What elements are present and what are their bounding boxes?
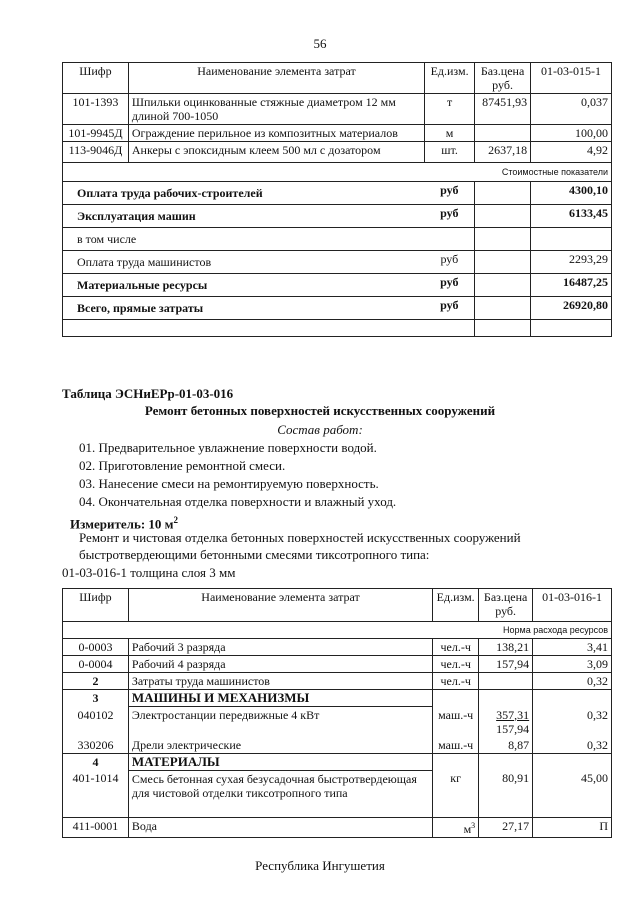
row-value: 0,32 [533,707,612,737]
row-unit [433,753,479,770]
table-row [63,94,612,125]
meter-sup: 2 [173,515,179,525]
summary-empty [475,251,531,274]
row-price [479,690,533,707]
row-price: 157,94 [479,656,533,673]
row-value: 0,32 [533,737,612,754]
row-price-primary: 357,31 [496,707,530,722]
row-name: Дрели электрические [128,737,432,754]
row-price: 27,17 [479,817,533,837]
spacer [475,320,531,337]
row-unit: м [425,125,475,142]
row-code: 113-9046Д [63,142,129,163]
row-unit: маш.-ч [433,737,479,754]
row-code: 101-9945Д [63,125,129,142]
row-unit: чел.-ч [433,673,479,690]
variant-label: 01-03-016-1 толщина слоя 3 мм [62,565,236,580]
row-price: 80,91 [479,770,533,817]
row-value [533,690,612,707]
composition-label: Состав работ: [277,422,363,437]
footer-region: Республика Ингушетия [255,858,385,873]
summary-unit: руб [425,182,475,205]
cost-indicators-label: Стоимостные показатели [63,163,612,182]
row-name: Шпильки оцинкованные стяжные диаметром 12 мм длиной 700-1050 [128,94,424,125]
summary-unit: руб [425,274,475,297]
summary-row [63,205,612,228]
table-row [63,673,612,690]
header-price: Баз.цена руб. [479,589,533,622]
summary-row [63,251,612,274]
row-unit: шт. [425,142,475,163]
step-item: 03. Нанесение смеси на ремонтируемую поверхность. [79,476,379,491]
row-value: 0,32 [533,673,612,690]
row-code: 3 [63,690,129,707]
header-name: Наименование элемента затрат [128,63,424,94]
header-rate-code: 01-03-016-1 [533,589,612,622]
row-value: 100,00 [531,125,612,142]
header-unit: Ед.изм. [433,589,479,622]
summary-value: 6133,45 [531,205,612,228]
summary-unit: руб [425,205,475,228]
table-header-row [63,63,612,94]
table-row [63,142,612,163]
step-item: 02. Приготовление ремонтной смеси. [79,458,286,473]
row-code: 330206 [63,737,129,754]
spacer [63,320,425,337]
summary-row [63,182,612,205]
row-unit: чел.-ч [433,639,479,656]
row-price [475,125,531,142]
description-line: Ремонт и чистовая отделка бетонных поверхностей искусственных сооружений [79,530,521,545]
row-name: Ограждение перильное из композитных материалов [128,125,424,142]
summary-empty [475,205,531,228]
row-price: 87451,93 [475,94,531,125]
row-code: 4 [63,753,129,770]
spacer [531,320,612,337]
step-item: 01. Предварительное увлажнение поверхности водой. [79,440,377,455]
row-price [479,673,533,690]
row-value: П [533,817,612,837]
row-unit: т [425,94,475,125]
row-name: Рабочий 3 разряда [128,639,432,656]
norm-header-row [63,622,612,639]
cost-table-015 [62,62,612,337]
step-item: 04. Окончательная отделка поверхности и влажный уход. [79,494,397,509]
row-unit-sup: 3 [471,820,476,830]
table-label: Таблица ЭСНиЕРр-01-03-016 [62,386,234,401]
header-unit: Ед.изм. [425,63,475,94]
row-price: 8,87 [479,737,533,754]
row-unit: кг [433,770,479,817]
row-unit [433,690,479,707]
row-name: Смесь бетонная сухая безусадочная быстротвердеющая для чистовой отделки тиксотропного типа [128,770,432,817]
row-name: Анкеры с эпоксидным клеем 500 мл с дозатором [128,142,424,163]
summary-value [531,228,612,251]
summary-empty [475,228,531,251]
header-price: Баз.цена руб. [475,63,531,94]
row-value [533,753,612,770]
summary-unit: руб [425,297,475,320]
table-row [63,817,612,837]
summary-row [63,297,612,320]
row-code: 411-0001 [63,817,129,837]
summary-unit: руб [425,251,475,274]
summary-name: Материальные ресурсы [63,274,425,297]
row-unit [433,817,479,837]
header-code: Шифр [63,589,129,622]
row-name: Вода [128,817,432,837]
row-value: 3,41 [533,639,612,656]
row-name: Рабочий 4 разряда [128,656,432,673]
summary-empty [475,297,531,320]
row-value: 4,92 [531,142,612,163]
row-price: 138,21 [479,639,533,656]
row-code: 0-0004 [63,656,129,673]
resource-table-016 [62,588,612,838]
row-name: Затраты труда машинистов [128,673,432,690]
table-row [63,656,612,673]
table-row [63,737,612,754]
page-number: 56 [313,36,327,51]
row-code: 0-0003 [63,639,129,656]
row-unit: маш.-ч [433,707,479,737]
header-code: Шифр [63,63,129,94]
header-rate-code: 01-03-015-1 [531,63,612,94]
spacer [425,320,475,337]
table-header-row [63,589,612,622]
header-name: Наименование элемента затрат [128,589,432,622]
row-code: 2 [63,673,129,690]
table-row [63,770,612,817]
row-name: МАШИНЫ И МЕХАНИЗМЫ [128,690,432,707]
section-row [63,690,612,707]
table-row [63,125,612,142]
meter-text: Измеритель: 10 м [70,516,174,532]
cost-indicators-row [63,163,612,182]
row-code: 401-1014 [63,770,129,817]
row-name: Электростанции передвижные 4 кВт [128,707,432,737]
summary-spacer-row [63,320,612,337]
row-price [479,707,533,737]
summary-row [63,228,612,251]
row-unit: чел.-ч [433,656,479,673]
summary-row [63,274,612,297]
summary-unit [425,228,475,251]
summary-value: 16487,25 [531,274,612,297]
summary-value: 26920,80 [531,297,612,320]
summary-value: 2293,29 [531,251,612,274]
row-price: 2637,18 [475,142,531,163]
row-price [479,753,533,770]
summary-empty [475,182,531,205]
norm-header-label: Норма расхода ресурсов [479,622,612,639]
row-code: 101-1393 [63,94,129,125]
table-row [63,639,612,656]
row-value: 0,037 [531,94,612,125]
row-unit-text: м [463,821,472,836]
row-value: 3,09 [533,656,612,673]
section-title: Ремонт бетонных поверхностей искусственных сооружений [144,403,496,418]
summary-value: 4300,10 [531,182,612,205]
row-code: 040102 [63,707,129,737]
summary-name: в том числе [63,228,425,251]
summary-name: Оплата труда рабочих-строителей [63,182,425,205]
table-row [63,707,612,737]
section-row [63,753,612,770]
summary-name: Всего, прямые затраты [63,297,425,320]
row-price-secondary: 157,94 [496,721,530,736]
summary-empty [475,274,531,297]
summary-name: Эксплуатация машин [63,205,425,228]
row-value: 45,00 [533,770,612,817]
description-line: быстротвердеющими бетонными смесями тиксотропного типа: [79,547,430,562]
row-name: МАТЕРИАЛЫ [128,753,432,770]
norm-header-blank [63,622,479,639]
summary-name: Оплата труда машинистов [63,251,425,274]
